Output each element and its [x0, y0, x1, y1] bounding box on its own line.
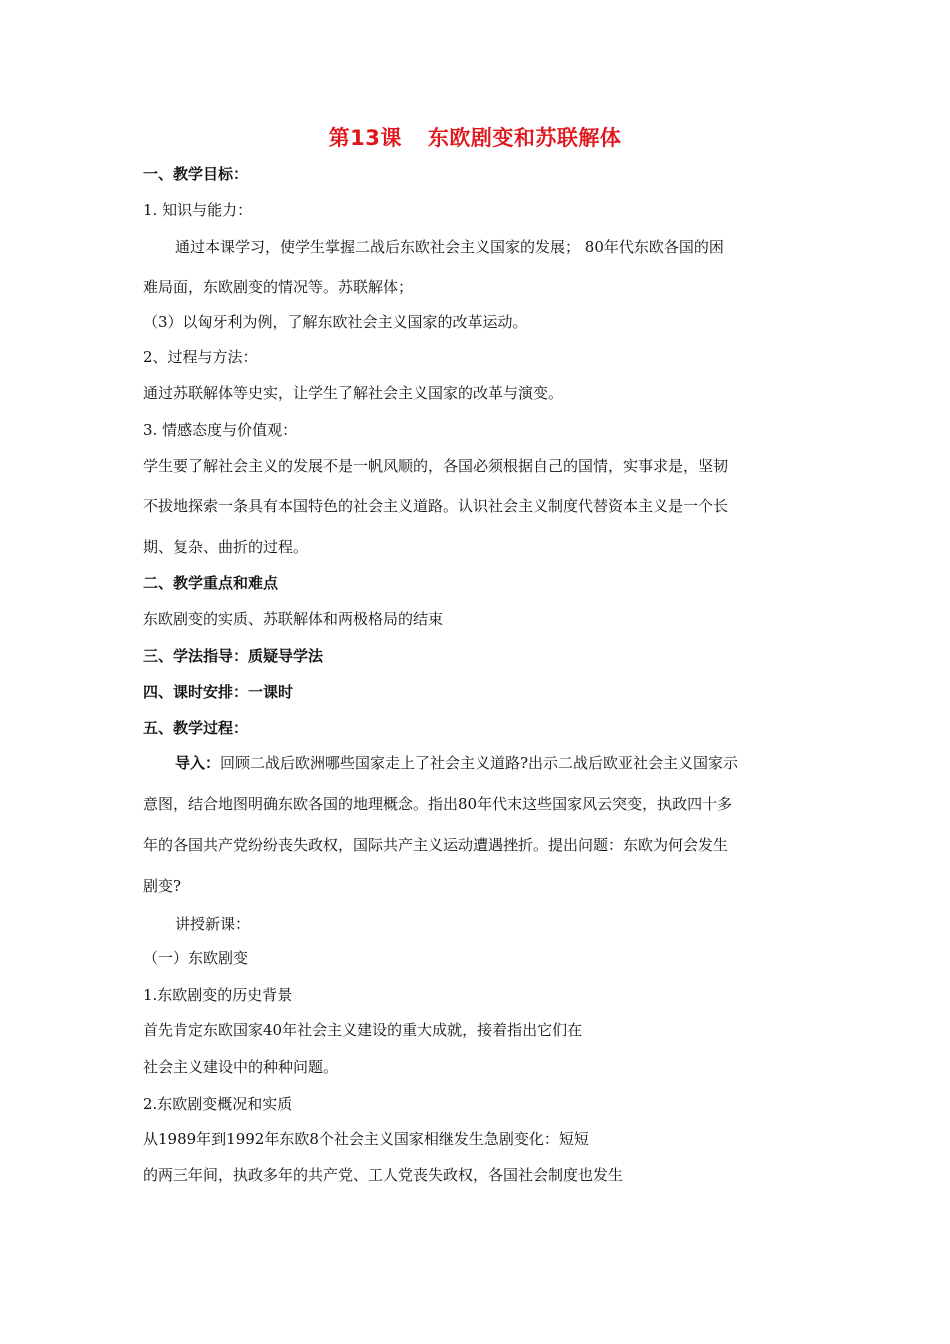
intro-text-line2: 意图，结合地图明确东欧各国的地理概念。指出80年代末这些国家风云突变，执政四十多	[143, 795, 733, 813]
section-3-heading: 三、学法指导：质疑导学法	[143, 647, 324, 665]
lesson-number: 第13课	[328, 126, 402, 150]
intro-text-line4: 剧变?	[143, 877, 182, 895]
intro-text-line3: 年的各国共产党纷纷丧失政权，国际共产主义运动遭遇挫折。提出问题：东欧为何会发生	[143, 836, 729, 854]
part-1-item-1-text-line1: 首先肯定东欧国家40年社会主义建设的重大成就，接着指出它们在	[143, 1021, 583, 1039]
objective-3-heading: 3. 情感态度与价值观：	[143, 421, 298, 439]
intro-text-line1: 回顾二战后欧洲哪些国家走上了社会主义道路?出示二战后欧亚社会主义国家示	[220, 754, 739, 772]
lesson-topic: 东欧剧变和苏联解体	[427, 126, 622, 150]
part-1-item-1-text-line2: 社会主义建设中的种种问题。	[143, 1058, 339, 1076]
section-4-heading: 四、课时安排：一课时	[143, 683, 294, 701]
objective-1-text-line1: 通过本课学习，使学生掌握二战后东欧社会主义国家的发展； 80年代东欧各国的困	[175, 238, 724, 256]
objective-3-text-line1: 学生要了解社会主义的发展不是一帆风顺的，各国必须根据自己的国情，实事求是，坚韧	[143, 457, 729, 475]
part-1-item-2-text-line1: 从1989年到1992年东欧8个社会主义国家相继发生急剧变化：短短	[143, 1130, 589, 1148]
objective-1-heading: 1. 知识与能力：	[143, 201, 253, 219]
section-2-text: 东欧剧变的实质、苏联解体和两极格局的结束	[143, 610, 444, 628]
objective-2-text: 通过苏联解体等史实，让学生了解社会主义国家的改革与演变。	[143, 384, 564, 402]
objective-3-text-line2: 不拔地探索一条具有本国特色的社会主义道路。认识社会主义制度代替资本主义是一个长	[143, 497, 729, 515]
new-lesson-label: 讲授新课：	[175, 915, 251, 933]
part-1-heading: （一）东欧剧变	[143, 949, 249, 967]
part-1-item-2-text-line2: 的两三年间，执政多年的共产党、工人党丧失政权，各国社会制度也发生	[143, 1166, 624, 1184]
intro-label: 导入：	[175, 754, 221, 772]
objective-2-heading: 2、过程与方法：	[143, 348, 258, 366]
intro-line1	[175, 753, 738, 773]
part-1-item-2-heading: 2.东欧剧变概况和实质	[143, 1095, 293, 1113]
objective-1-text-line2: 难局面，东欧剧变的情况等。苏联解体；	[143, 278, 414, 296]
objective-1-text-line3: （3）以匈牙利为例，了解东欧社会主义国家的改革运动。	[143, 313, 528, 331]
lesson-title	[0, 122, 950, 152]
part-1-item-1-heading: 1.东欧剧变的历史背景	[143, 986, 293, 1004]
objective-3-text-line3: 期、复杂、曲折的过程。	[143, 538, 309, 556]
section-1-heading: 一、教学目标：	[143, 165, 249, 183]
section-2-heading: 二、教学重点和难点	[143, 574, 279, 592]
section-5-heading: 五、教学过程：	[143, 719, 249, 737]
